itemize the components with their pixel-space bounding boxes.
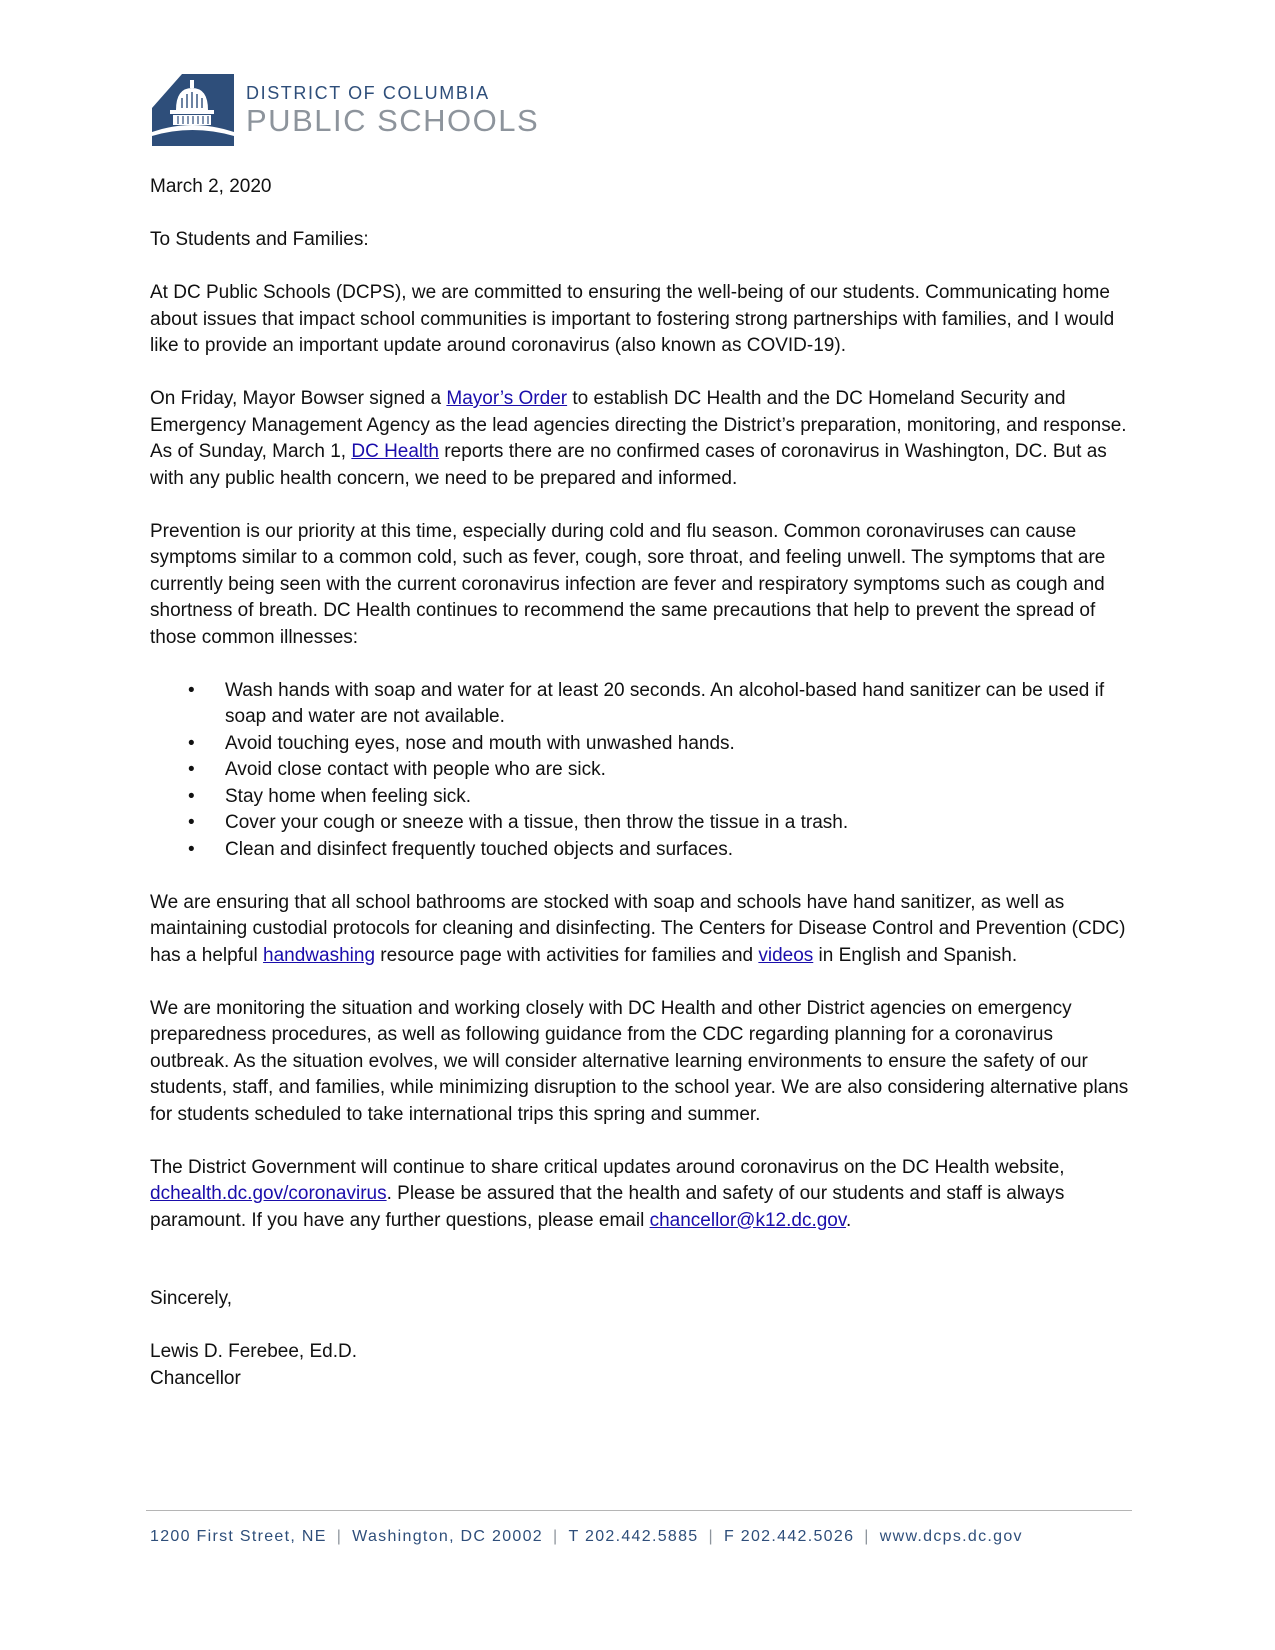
paragraph-mayors-order <box>150 386 1130 492</box>
footer-phone: T 202.442.5885 <box>568 1528 699 1545</box>
paragraph-updates-text-1: The District Government will continue to share critical updates around coronavirus on the DC Health website, <box>150 1156 1065 1178</box>
footer-separator: | <box>336 1528 343 1545</box>
signature-block <box>150 1286 1130 1392</box>
letter-date: March 2, 2020 <box>150 176 272 197</box>
paragraph-mayors-order-text-1: On Friday, Mayor Bowser signed a <box>150 388 447 409</box>
capitol-dome-icon <box>152 74 234 146</box>
footer-fax: F 202.442.5026 <box>723 1528 855 1545</box>
dc-health-link[interactable]: DC Health <box>351 441 440 462</box>
list-item-text: Cover your cough or sneeze with a tissue, then throw the tissue in a trash. <box>225 812 849 833</box>
letterhead-line1: DISTRICT OF COLUMBIA <box>246 83 490 103</box>
precautions-list <box>150 678 1130 864</box>
footer-website: www.dcps.dc.gov <box>879 1528 1023 1545</box>
footer-contact <box>150 1528 1132 1546</box>
list-item <box>150 757 1130 784</box>
list-item <box>150 837 1130 864</box>
signer-name: Lewis D. Ferebee, Ed.D. <box>150 1341 357 1362</box>
paragraph-prevention: Prevention is our priority at this time, especially during cold and flu season. Common coronaviruses can cause symptoms similar to a common cold, such as fever, cough, sore throat, and feeling unwell. The symptoms that are currently being seen with the current coronavirus infection are fever and respiratory symptoms such as cough and shortness of breath. DC Health continues to recommend the same precautions that help to prevent the spread of those common illnesses: <box>150 520 1106 648</box>
footer-city: Washington, DC 20002 <box>352 1528 544 1545</box>
paragraph-bathrooms <box>150 890 1130 970</box>
list-item <box>150 784 1130 811</box>
list-item-text: Avoid close contact with people who are sick. <box>225 759 606 780</box>
letter-body <box>150 174 1130 1392</box>
list-item-text: Clean and disinfect frequently touched objects and surfaces. <box>225 838 734 860</box>
list-item <box>150 678 1130 731</box>
handwashing-link[interactable]: handwashing <box>263 944 376 966</box>
bullet-icon: • <box>188 785 195 807</box>
footer-separator: | <box>553 1528 559 1545</box>
paragraph-mayors-order-text-2: to establish DC Health and the DC Homeland Security and Emergency Management Agency as the lead agencies directing the District’s preparation, monitoring, and response. As of Sunday, March 1, <box>150 388 1127 462</box>
chancellor-email-link[interactable]: chancellor@k12.dc.gov <box>649 1209 846 1231</box>
footer-separator: | <box>864 1528 870 1545</box>
bullet-icon: • <box>188 679 195 701</box>
list-item-text: Stay home when feeling sick. <box>225 785 472 807</box>
footer-divider <box>146 1510 1132 1511</box>
list-item <box>150 810 1130 837</box>
footer-address: 1200 First Street, NE <box>150 1528 327 1545</box>
letterhead <box>152 74 539 146</box>
mayors-order-link[interactable]: Mayor’s Order <box>446 388 568 409</box>
videos-link[interactable]: videos <box>758 944 814 966</box>
bullet-icon: • <box>188 838 195 860</box>
paragraph-mayors-order-text-3: reports there are no confirmed cases of coronavirus in Washington, DC. But as with any public health concern, we need to be prepared and informed. <box>150 441 1107 489</box>
paragraph-monitoring: We are monitoring the situation and working closely with DC Health and other District agencies on emergency preparedness procedures, as well as following guidance from the CDC regarding planning for a coronavirus outbreak. As the situation evolves, we will consider alternative learning environments to ensure the safety of our students, staff, and families, while minimizing disruption to the school year. We are also considering alternative plans for students scheduled to take international trips this spring and summer. <box>150 997 1129 1125</box>
list-item-text: Avoid touching eyes, nose and mouth with unwashed hands. <box>225 732 735 754</box>
list-item <box>150 731 1130 758</box>
paragraph-commitment: At DC Public Schools (DCPS), we are committed to ensuring the well-being of our students. Communicating home about issues that impact school communities is important to fostering strong partnerships with families, and I would like to provide an important update around coronavirus (also known as COVID-19). <box>150 282 1115 356</box>
letter-closing: Sincerely, <box>150 1288 233 1309</box>
paragraph-bathrooms-text-3: in English and Spanish. <box>813 944 1018 966</box>
letterhead-line2: PUBLIC SCHOOLS <box>246 103 540 138</box>
paragraph-bathrooms-text-2: resource page with activities for families and <box>375 944 759 966</box>
paragraph-updates-text-2: . Please be assured that the health and safety of our students and staff is always paramount. If you have any further questions, please email <box>150 1183 1065 1231</box>
bullet-icon: • <box>188 732 195 754</box>
bullet-icon: • <box>188 759 195 780</box>
paragraph-updates <box>150 1155 1130 1235</box>
footer-separator: | <box>708 1528 714 1545</box>
list-item-text: Wash hands with soap and water for at least 20 seconds. An alcohol-based hand sanitizer can be used if soap and water are not available. <box>225 679 1105 727</box>
letter-salutation: To Students and Families: <box>150 229 369 250</box>
letterhead-text <box>246 82 539 138</box>
dchealth-coronavirus-link[interactable]: dchealth.dc.gov/coronavirus <box>150 1183 387 1204</box>
bullet-icon: • <box>188 812 195 833</box>
signer-title: Chancellor <box>150 1367 241 1389</box>
paragraph-updates-text-3: . <box>845 1209 852 1231</box>
paragraph-bathrooms-text-1: We are ensuring that all school bathrooms are stocked with soap and schools have hand sanitizer, as well as maintaining custodial protocols for cleaning and disinfecting. The Centers for Disease Control and Prevention (CDC) has a helpful <box>150 891 1126 966</box>
